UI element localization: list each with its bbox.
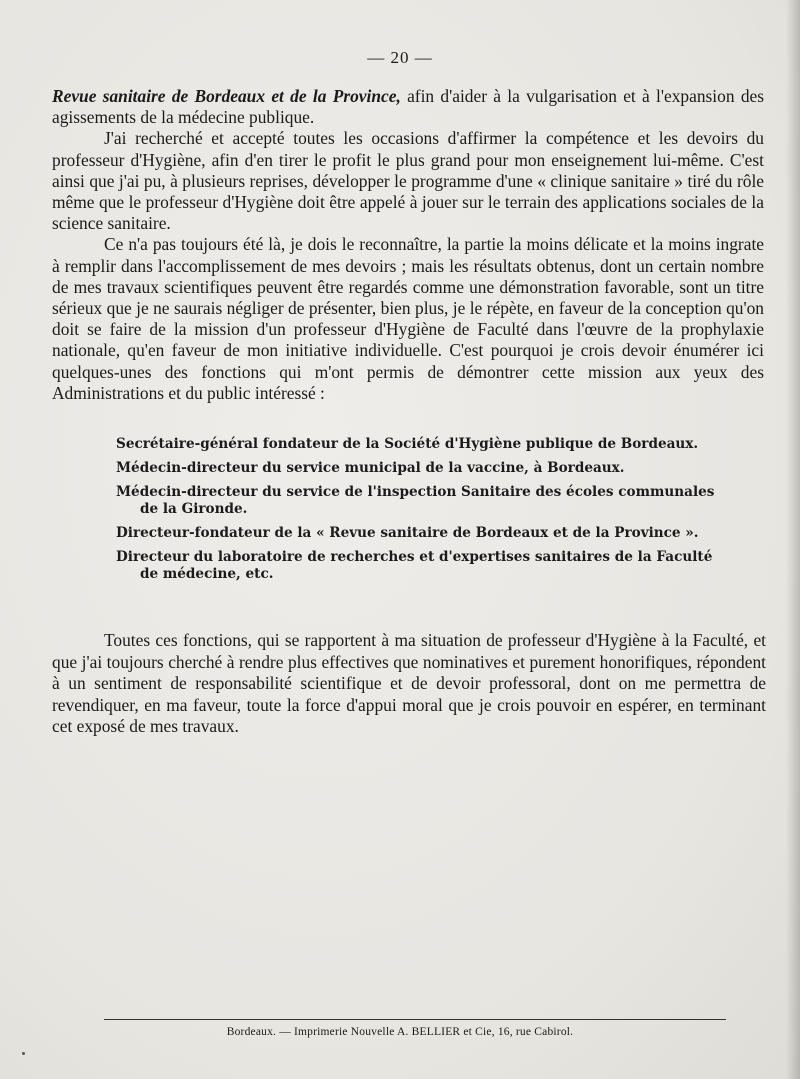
function-item: Directeur du laboratoire de recherches et d'expertises sanitaires de la Faculté de médecine, etc.	[116, 549, 713, 582]
printer-imprint: Bordeaux. — Imprimerie Nouvelle A. BELLIER et Cie, 16, rue Cabirol.	[226, 1026, 574, 1038]
function-item: Directeur-fondateur de la « Revue sanitaire de Bordeaux et de la Province ».	[116, 525, 699, 541]
journal-title-italic: Revue sanitaire de Bordeaux et de la Province,	[52, 86, 401, 106]
intro-paragraph-rest: afin d'aider à la vulgarisation et à l'expansion des agissements de la médecine publique.	[52, 86, 765, 128]
functions-list	[116, 436, 731, 590]
intro-paragraph	[52, 86, 764, 128]
page-number: — 20 —	[367, 48, 433, 67]
body-text	[52, 86, 764, 404]
paragraph-mission: Ce n'a pas toujours été là, je dois le reconnaître, la partie la moins délicate et la moins ingrate à remplir dans l'accomplissement de mes devoirs ; mais les résultats obtenus, dont un certain nombre de mes travaux scientifiques peuvent être regardés comme une démonstration favorable, sont un titre sérieux que je ne saurais négliger de présenter, bien plus, je le répète, en faveur de la conception qu'on doit se faire de la mission d'un professeur d'Hygiène de Faculté dans l'œuvre de la prophylaxie nationale, qu'en faveur de mon initiative individuelle. C'est pourquoi je crois devoir énumérer ici quelques-unes des fonctions qui m'ont permis de démontrer cette mission aux yeux des Administrations et du public intéressé :	[52, 234, 764, 403]
closing-section	[52, 630, 766, 738]
function-item: Médecin-directeur du service municipal de la vaccine, à Bordeaux.	[116, 460, 625, 476]
closing-paragraph: Toutes ces fonctions, qui se rapportent à ma situation de professeur d'Hygiène à la Faculté, et que j'ai toujours cherché à rendre plus effectives que nominatives et purement honorifiques, répondent à un sentiment de responsabilité scientifique et de devoir professoral, dont on me permettra de revendiquer, en ma faveur, toute la force d'appui moral que je crois pouvoir en espérer, en terminant cet exposé de mes travaux.	[52, 630, 766, 737]
scan-speck	[22, 1052, 25, 1055]
function-item: Médecin-directeur du service de l'inspection Sanitaire des écoles communales de la Gironde.	[116, 484, 715, 517]
footer-rule	[104, 1019, 726, 1020]
function-item: Secrétaire-général fondateur de la Société d'Hygiène publique de Bordeaux.	[116, 436, 699, 452]
page-edge-shadow	[786, 0, 800, 1079]
paragraph-clinique-sanitaire: J'ai recherché et accepté toutes les occasions d'affirmer la compétence et les devoirs du professeur d'Hygiène, afin d'en tirer le profit le plus grand pour mon enseignement lui-même. C'est ainsi que j'ai pu, à plusieurs reprises, développer le programme d'une « clinique sanitaire » tiré du rôle même que le professeur d'Hygiène doit être appelé à jouer sur le terrain des applications sociales de la science sanitaire.	[52, 128, 764, 234]
